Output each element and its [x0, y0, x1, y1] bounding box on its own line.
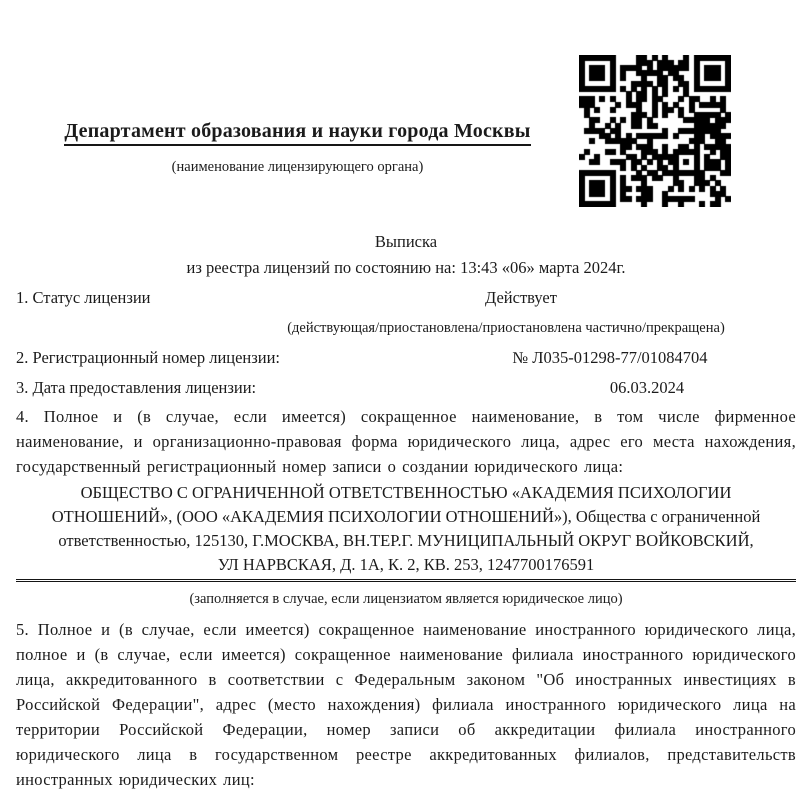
- licensee-line-1: ОБЩЕСТВО С ОГРАНИЧЕННОЙ ОТВЕТСТВЕННОСТЬЮ «АКАДЕМИЯ ПСИХОЛОГИИ: [80, 483, 732, 502]
- issuer-name-text: Департамент образования и науки города Москвы: [64, 120, 530, 146]
- field-row-issue-date: [16, 373, 796, 403]
- issuer-name: [16, 117, 579, 145]
- issuer-block: [16, 55, 579, 176]
- section-divider: [16, 579, 796, 582]
- issue-date-label: 3. Дата предоставления лицензии:: [16, 378, 257, 397]
- extract-status-line: из реестра лицензий по состоянию на: 13:43 «06» марта 2024г.: [186, 258, 626, 277]
- licensee-note: (заполняется в случае, если лицензиатом является юридическое лицо): [189, 591, 623, 607]
- licensee-line-3: ответственностью, 125130, Г.МОСКВА, ВН.ТЕР.Г. МУНИЦИПАЛЬНЫЙ ОКРУГ ВОЙКОВСКИЙ,: [58, 531, 754, 550]
- status-value: Действует: [485, 288, 557, 307]
- licensee-name-block: [16, 481, 796, 577]
- extract-title: Выписка: [374, 232, 438, 251]
- licensee-line-2: ОТНОШЕНИЙ», (ООО «АКАДЕМИЯ ПСИХОЛОГИИ ОТНОШЕНИЙ»), Общества с ограниченной: [51, 507, 761, 526]
- issuer-caption: (наименование лицензирующего органа): [171, 159, 424, 175]
- document-header: [16, 0, 796, 207]
- qr-code-icon: [579, 55, 731, 207]
- status-note-row: [16, 313, 796, 343]
- reg-number-label: 2. Регистрационный номер лицензии:: [16, 348, 281, 367]
- section-5-paragraph: 5. Полное и (в случае, если имеется) сокращенное наименование иностранного юридического лица, полное и (в случае, если имеется) сокращенное наименование филиала иностранного юридического лица, аккредитованного в соответствии с Федеральным законом "Об иностранных инвестициях в Российской Федерации", адрес (место нахождения) филиала иностранного юридического лица на территории Российской Федерации, номер записи об аккредитации филиала иностранного юридического лица в государственном реестре аккредитованных филиалов, представительств иностранных юридических лиц:: [16, 620, 796, 789]
- field-row-reg-number: [16, 343, 796, 373]
- status-note: (действующая/приостановлена/приостановлена частично/прекращена): [287, 320, 725, 336]
- reg-number-value: № Л035-01298-77/01084704: [512, 348, 708, 367]
- fields-list: [16, 283, 796, 403]
- field-row-status: [16, 283, 796, 313]
- status-label: 1. Статус лицензии: [16, 288, 151, 307]
- section-4-paragraph: 4. Полное и (в случае, если имеется) сокращенное наименование, в том числе фирменное наименование, и организационно-правовая форма юридического лица, адрес его места нахождения, государственный регистрационный номер записи о создании юридического лица:: [16, 407, 796, 476]
- licensee-line-4: УЛ НАРВСКАЯ, Д. 1А, К. 2, КВ. 253, 1247700176591: [217, 555, 595, 574]
- issue-date-value: 06.03.2024: [609, 378, 685, 397]
